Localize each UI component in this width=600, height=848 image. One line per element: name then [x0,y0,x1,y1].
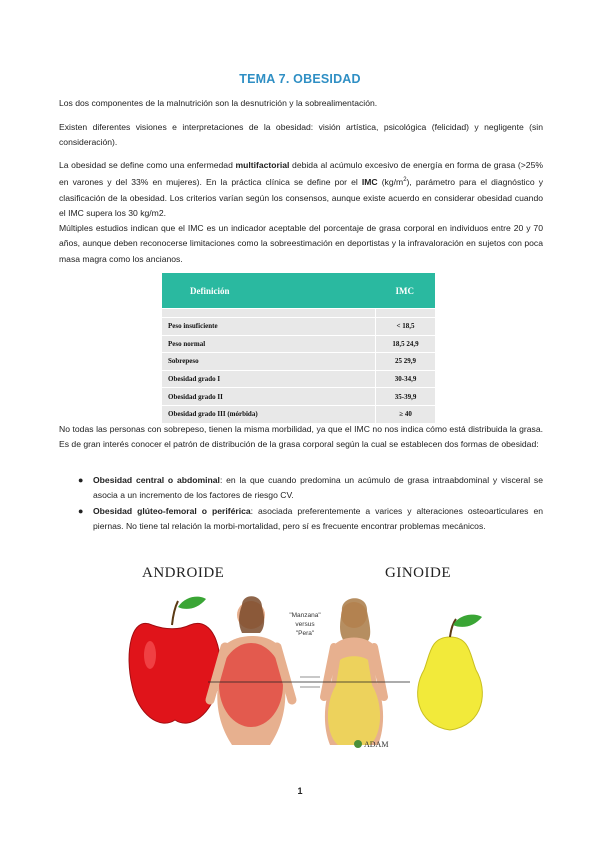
paragraph-3 [59,158,543,221]
page-number: 1 [297,786,303,796]
bullet-icon: ● [78,475,84,485]
table-cell: Peso insuficiente [162,318,376,336]
figure-label-androide: ANDROIDE [142,565,225,581]
body-shape-figure [120,585,510,750]
figure-label-ginoide: GINOIDE [385,565,451,581]
bullet-term: Obesidad glúteo-femoral o periférica [93,505,251,516]
p3-bold-multifactorial: multifactorial [235,160,290,170]
table-cell: 35-39,9 [376,388,435,406]
table-spacer [376,309,435,318]
obesity-types-list [78,473,543,535]
adam-logo-icon [354,740,388,749]
figure-center-text-2: versus [295,621,315,628]
table-row [162,388,435,406]
table-cell: 18,5 24,9 [376,335,435,353]
table-cell: Sobrepeso [162,353,376,371]
bullet-icon: ● [78,505,84,516]
table-cell: Obesidad grado II [162,388,376,406]
table-cell: < 18,5 [376,318,435,336]
gynoid-body-icon [324,598,384,745]
table-cell: 25 29,9 [376,353,435,371]
paragraph-2: Existen diferentes visiones e interpretaciones de la obesidad: visión artística, psicológica (felicidad) y negligente (sin consideración). [59,122,543,148]
list-item [78,504,543,535]
apple-icon [129,597,220,723]
p3-text-e: (kg/m [377,177,404,188]
p3-text-c: debida al acúmulo excesivo de energía en forma de grasa (>25% en varones y del 33% en mujeres). En la práctica clínica se define por el [59,160,543,188]
list-item [78,473,543,504]
table-cell: 30-34,9 [376,370,435,388]
table-header-imc: IMC [376,273,435,309]
table-row [162,335,435,353]
android-body-icon [210,596,292,745]
bullet-text: : asociada preferentemente a varices y alteraciones osteoarticulares en piernas. No tiene tal relación la morbi-mortalidad, pero sí es frecuente encontrar problemas mecánicos. [93,505,543,532]
table-cell: Peso normal [162,335,376,353]
table-row [162,370,435,388]
p3-superscript: 2 [403,177,407,184]
pear-icon [418,615,483,730]
table-cell: Obesidad grado I [162,370,376,388]
table-cell: Obesidad grado III (mórbida) [162,405,376,422]
adam-brand-text: ADAM [364,740,389,749]
bullet-term: Obesidad central o abdominal [93,475,220,485]
imc-table [162,273,435,423]
bullet-text: : en la que cuando predomina un acúmulo de grasa intraabdominal y visceral se asocia a un incremento de los factores de riesgo CV. [93,475,543,501]
p3-bold-imc: IMC [361,177,378,188]
table-row [162,353,435,371]
table-header-definicion: Definición [162,273,376,309]
table-row [162,318,435,336]
table-cell: ≥ 40 [376,405,435,422]
p3-text-a: La obesidad se define como una enfermedad [59,160,236,170]
table-spacer [162,309,376,318]
paragraph-5: No todas las personas con sobrepeso, tienen la misma morbilidad, ya que el IMC no nos indica cómo está distribuida la grasa. Es de gran interés conocer el patrón de distribución de la grasa corporal según la cual se establecen dos formas de obesidad: [59,424,543,450]
figure-center-text-3: "Pera" [295,630,315,637]
paragraph-1: Los dos componentes de la malnutrición son la desnutrición y la sobrealimentación. [59,98,378,108]
page-title: TEMA 7. OBESIDAD [239,72,361,86]
p3-text-f: ), parámetro para el diagnóstico y clasificación de la obesidad. Los criterios varían según los consensos, aunque existe acuerdo en considerar obesidad cuando el IMC supera los 30 kg/m2. [59,177,543,219]
figure-center-text-1: "Manzana" [289,612,321,619]
paragraph-4: Múltiples estudios indican que el IMC es un indicador aceptable del porcentaje de grasa corporal en individuos entre 20 y 70 años, aunque deben reconocerse limitaciones como la sobreestimación en deportistas y la infravaloración en sujetos con poca masa magra como los ancianos. [59,223,543,264]
table-row [162,405,435,422]
